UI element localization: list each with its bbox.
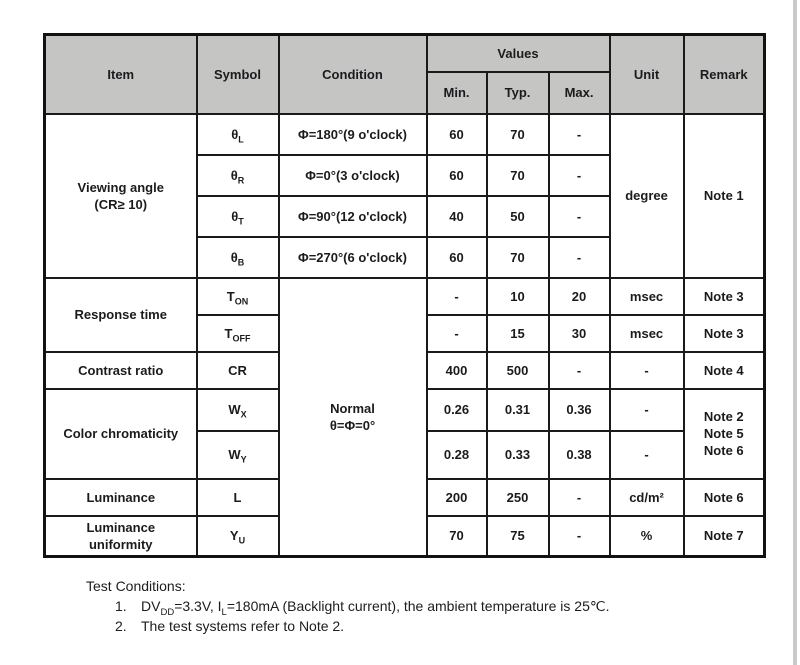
- cell-condition: Φ=90°(12 o'clock): [279, 196, 427, 237]
- cell-symbol-theta-t: $\theta_T$: [197, 196, 279, 237]
- cell-max: 20: [549, 278, 610, 315]
- test-conditions: [86, 576, 609, 636]
- cell-min: -: [427, 278, 487, 315]
- list-number: 2.: [115, 618, 127, 634]
- cell-remark-note7: Note 7: [684, 516, 765, 557]
- cell-min: 400: [427, 352, 487, 389]
- cell-max: -: [549, 479, 610, 516]
- cell-remark-note4: Note 4: [684, 352, 765, 389]
- cell-unit-msec: msec: [610, 315, 684, 352]
- cell-item-color-chromaticity: Color chromaticity: [45, 389, 197, 479]
- cell-symbol-theta-r: $\theta_R$: [197, 155, 279, 196]
- header-symbol: Symbol: [197, 35, 279, 114]
- cell-typ: 500: [487, 352, 549, 389]
- cell-max: -: [549, 155, 610, 196]
- cell-min: 60: [427, 114, 487, 155]
- cell-min: 0.28: [427, 431, 487, 479]
- cell-max: 0.38: [549, 431, 610, 479]
- item-line: Viewing angle: [77, 179, 164, 195]
- cell-condition: Φ=270°(6 o'clock): [279, 237, 427, 278]
- cell-min: 40: [427, 196, 487, 237]
- cell-max: -: [549, 352, 610, 389]
- cell-max: 0.36: [549, 389, 610, 431]
- cell-typ: 70: [487, 114, 549, 155]
- test-condition-2: 2. The test systems refer to Note 2.: [115, 618, 345, 634]
- cell-condition: Φ=180°(9 o'clock): [279, 114, 427, 155]
- cell-max: -: [549, 516, 610, 557]
- cell-symbol-yu: $Y_U$: [197, 516, 279, 557]
- cell-remark-note3: Note 3: [684, 278, 765, 315]
- spec-table: [43, 33, 766, 558]
- cell-min: 60: [427, 237, 487, 278]
- cell-max: -: [549, 196, 610, 237]
- cell-symbol-t-off: $T_{OFF}$: [197, 315, 279, 352]
- page-frame-line: [793, 0, 797, 665]
- test-condition-1: 1. $DV_{DD}=3.3V$, $I_L=180mA$ (Backlight current), the ambient temperature is 25℃.: [115, 598, 610, 618]
- cell-unit-percent: %: [610, 516, 684, 557]
- cell-symbol-wx: $W_X$: [197, 389, 279, 431]
- cell-condition: Φ=0°(3 o'clock): [279, 155, 427, 196]
- cell-typ: 0.31: [487, 389, 549, 431]
- header-remark: Remark: [684, 35, 765, 114]
- cell-typ: 70: [487, 155, 549, 196]
- cell-item-luminance-uniformity: [45, 516, 197, 557]
- header-typ: Typ.: [487, 72, 549, 114]
- cell-symbol-cr: CR: [197, 352, 279, 389]
- cell-remark-note3: Note 3: [684, 315, 765, 352]
- cell-unit-dash: -: [610, 389, 684, 431]
- test-conditions-title: Test Conditions:: [86, 578, 186, 594]
- cell-unit-degree: degree: [610, 114, 684, 278]
- cell-min: 0.26: [427, 389, 487, 431]
- cell-unit-msec: msec: [610, 278, 684, 315]
- cell-item-contrast-ratio: Contrast ratio: [45, 352, 197, 389]
- cell-typ: 0.33: [487, 431, 549, 479]
- cell-max: -: [549, 237, 610, 278]
- condition-line: θ=Φ=0°: [329, 417, 376, 433]
- cell-condition-normal: [279, 278, 427, 557]
- cell-item-viewing-angle: [45, 114, 197, 278]
- cell-min: 70: [427, 516, 487, 557]
- cell-typ: 10: [487, 278, 549, 315]
- list-number: 1.: [115, 598, 127, 614]
- header-max: Max.: [549, 72, 610, 114]
- cell-max: 30: [549, 315, 610, 352]
- cell-remark-note6: Note 6: [684, 479, 765, 516]
- header-item: Item: [45, 35, 197, 114]
- cell-symbol-l: L: [197, 479, 279, 516]
- remark-line: Note 6: [703, 443, 744, 458]
- header-min: Min.: [427, 72, 487, 114]
- cell-symbol-t-on: $T_{ON}$: [197, 278, 279, 315]
- cell-typ: 250: [487, 479, 549, 516]
- cell-typ: 50: [487, 196, 549, 237]
- condition-line: Normal: [330, 400, 375, 416]
- header-unit: Unit: [610, 35, 684, 114]
- cell-remark-notes-256: [684, 389, 765, 479]
- cell-item-luminance: Luminance: [45, 479, 197, 516]
- cell-typ: 75: [487, 516, 549, 557]
- item-line: uniformity: [88, 536, 153, 552]
- cell-symbol-theta-l: $\theta_L$: [197, 114, 279, 155]
- cell-unit-cdm2: cd/m²: [610, 479, 684, 516]
- cell-typ: 15: [487, 315, 549, 352]
- cell-max: -: [549, 114, 610, 155]
- cell-symbol-wy: $W_Y$: [197, 431, 279, 479]
- item-line: Luminance: [86, 519, 156, 535]
- cell-unit-dash: -: [610, 352, 684, 389]
- cell-symbol-theta-b: $\theta_B$: [197, 237, 279, 278]
- cell-unit-dash: -: [610, 431, 684, 479]
- cell-min: 60: [427, 155, 487, 196]
- cell-typ: 70: [487, 237, 549, 278]
- header-values: Values: [427, 35, 610, 72]
- cell-remark-note1: Note 1: [684, 114, 765, 278]
- cell-min: 200: [427, 479, 487, 516]
- remark-line: Note 2: [703, 409, 744, 424]
- remark-line: Note 5: [703, 426, 744, 441]
- item-line: (CR≥ 10): [94, 196, 148, 212]
- header-condition: Condition: [279, 35, 427, 114]
- cell-item-response-time: Response time: [45, 278, 197, 352]
- cell-min: -: [427, 315, 487, 352]
